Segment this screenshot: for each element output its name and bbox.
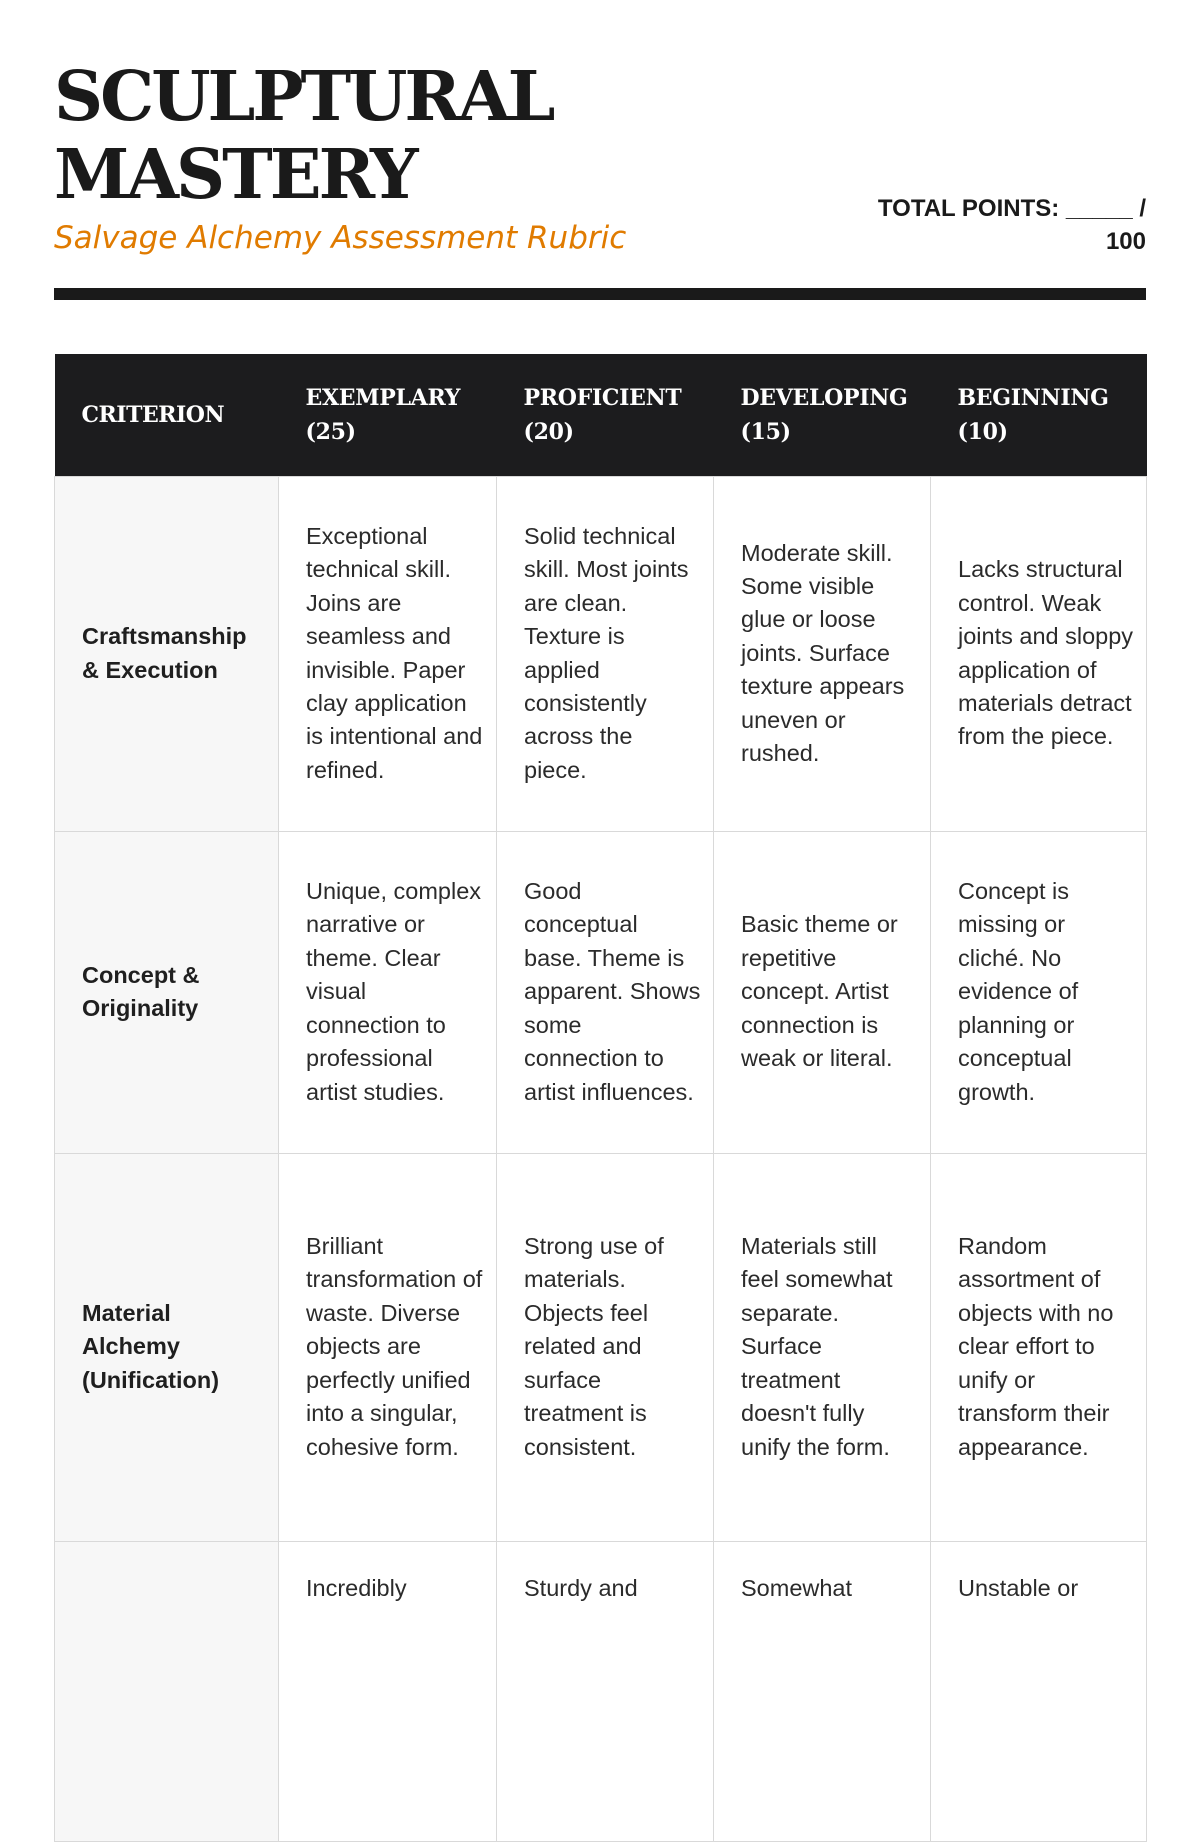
- table-row: [55, 1153, 1147, 1541]
- column-header-label: EXEMPLARY: [305, 384, 461, 411]
- criterion-cell: Concept & Originality: [55, 831, 279, 1153]
- rubric-cell-beginning: Lacks structural control. Weak joints and sloppy application of materials detract from the piece.: [931, 476, 1147, 831]
- page-title-line-2: MASTERY: [54, 135, 416, 215]
- rubric-cell-exemplary: Exceptional technical skill. Joins are seamless and invisible. Paper clay application is intentional and refined.: [279, 476, 497, 831]
- rubric-cell-proficient: Solid technical skill. Most joints are clean. Texture is applied consistently across the piece.: [497, 476, 714, 831]
- rubric-cell-proficient: Strong use of materials. Objects feel related and surface treatment is consistent.: [497, 1153, 714, 1541]
- column-header-label: DEVELOPING: [740, 384, 908, 411]
- rubric-cell-proficient: Sturdy and: [497, 1541, 714, 1841]
- rubric-cell-developing: Somewhat: [714, 1541, 931, 1841]
- rubric-header-row: [55, 354, 1147, 476]
- criterion-cell: Material Alchemy (Unification): [55, 1153, 279, 1541]
- rubric-cell-beginning: Random assortment of objects with no clear effort to unify or transform their appearance.: [931, 1153, 1147, 1541]
- table-row: [55, 1541, 1147, 1841]
- rubric-cell-exemplary: Unique, complex narrative or theme. Clear visual connection to professional artist studies.: [279, 831, 497, 1153]
- rubric-cell-beginning: Unstable or: [931, 1541, 1147, 1841]
- rubric-cell-developing: Moderate skill. Some visible glue or loose joints. Surface texture appears uneven or rushed.: [714, 476, 931, 831]
- column-header-points: (20): [523, 418, 574, 445]
- total-points-field: TOTAL POINTS: _____ / 100: [877, 195, 1146, 255]
- column-header-points: (10): [957, 418, 1008, 445]
- column-header-points: (25): [305, 418, 356, 445]
- column-header-label: PROFICIENT: [523, 384, 682, 411]
- criterion-cell: [55, 1541, 279, 1841]
- header-divider: [54, 288, 1146, 300]
- rubric-cell-proficient: Good conceptual base. Theme is apparent. Shows some connection to artist influences.: [497, 831, 714, 1153]
- page-subtitle: Salvage Alchemy Assessment Rubric: [54, 220, 627, 256]
- column-header-beginning: [931, 354, 1147, 476]
- rubric-cell-developing: Basic theme or repetitive concept. Artist connection is weak or literal.: [714, 831, 931, 1153]
- column-header-label: CRITERION: [81, 401, 225, 428]
- rubric-cell-beginning: Concept is missing or cliché. No evidence of planning or conceptual growth.: [931, 831, 1147, 1153]
- column-header-label: BEGINNING: [957, 384, 1109, 411]
- column-header-developing: [714, 354, 931, 476]
- table-row: [55, 476, 1147, 831]
- column-header-exemplary: [279, 354, 497, 476]
- page-title-line-1: SCULPTURAL: [54, 57, 553, 137]
- table-row: [55, 831, 1147, 1153]
- rubric-header: [54, 58, 1146, 300]
- column-header-criterion: [55, 354, 279, 476]
- rubric-table: [54, 354, 1147, 1842]
- criterion-cell: Craftsmanship & Execution: [55, 476, 279, 831]
- column-header-proficient: [497, 354, 714, 476]
- column-header-points: (15): [740, 418, 791, 445]
- rubric-cell-exemplary: Brilliant transformation of waste. Diverse objects are perfectly unified into a singular, cohesive form.: [279, 1153, 497, 1541]
- rubric-cell-developing: Materials still feel somewhat separate. Surface treatment doesn't fully unify the form.: [714, 1153, 931, 1541]
- rubric-cell-exemplary: Incredibly: [279, 1541, 497, 1841]
